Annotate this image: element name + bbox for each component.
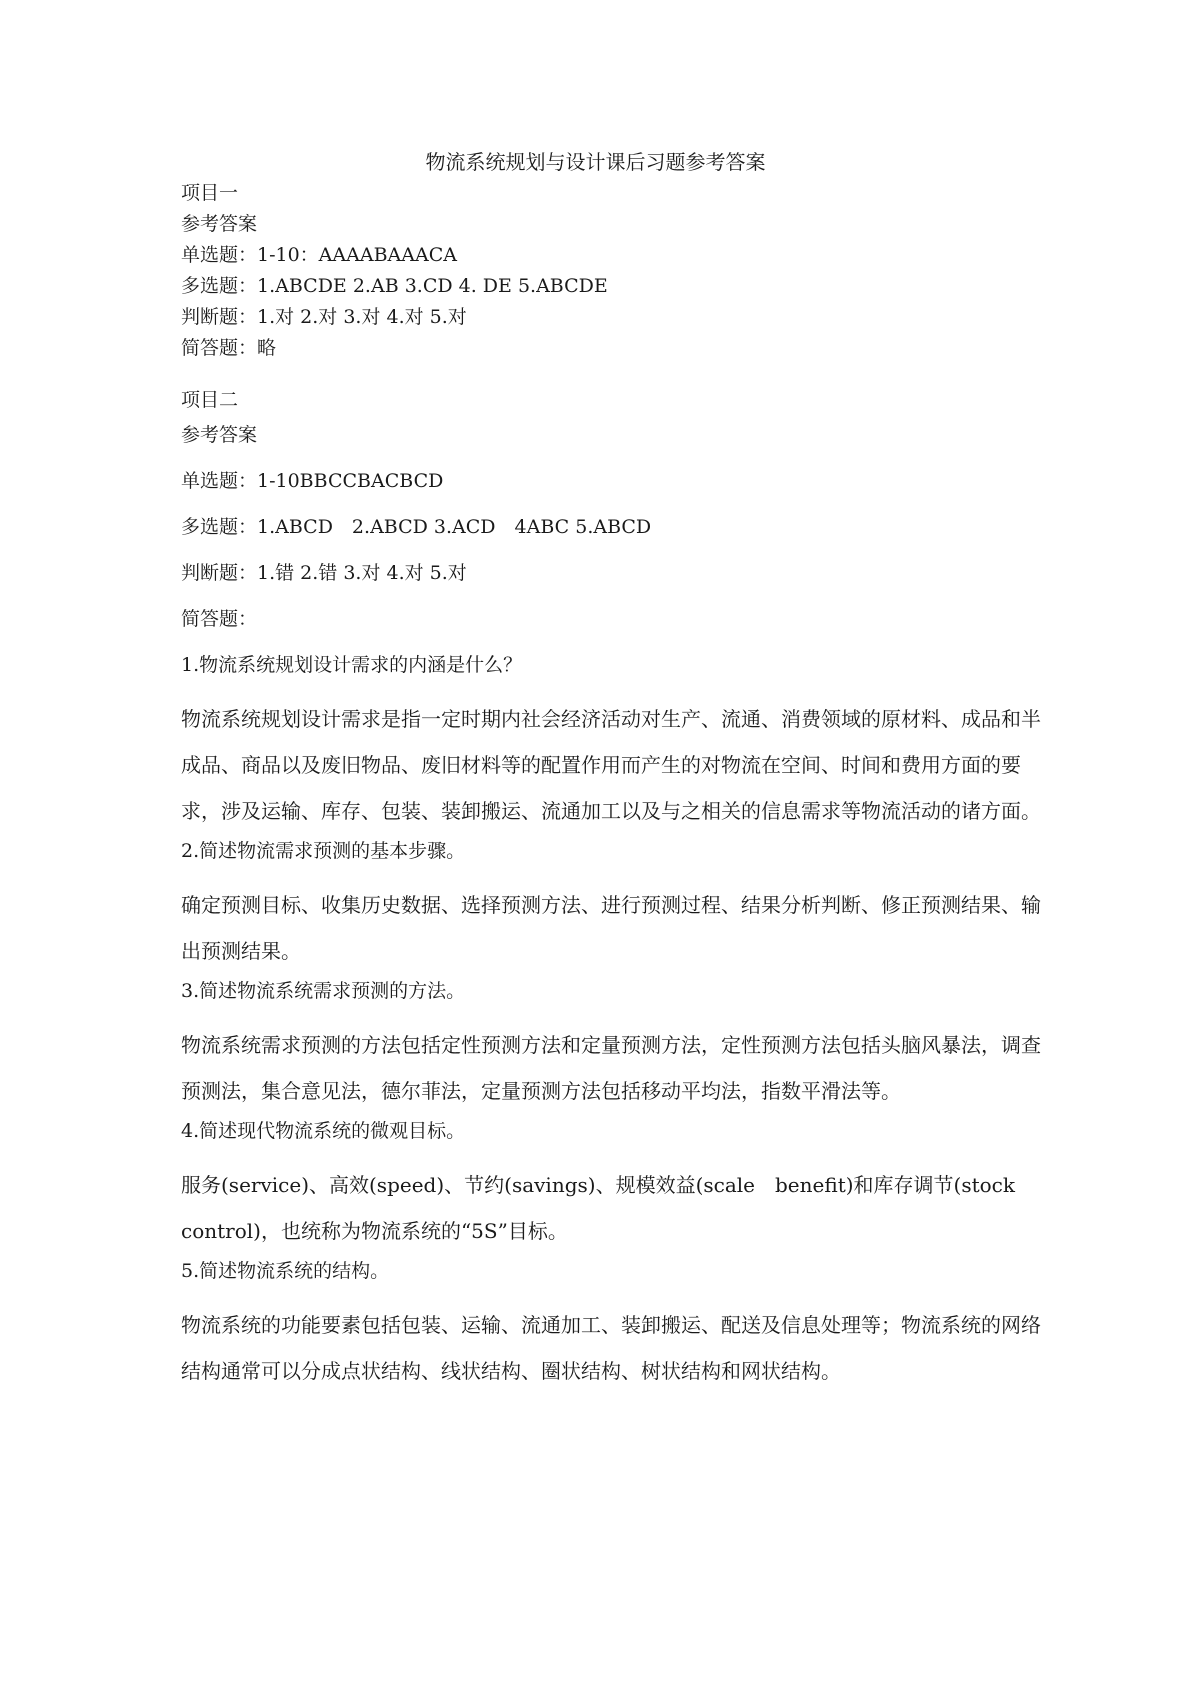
document-title: 物流系统规划与设计课后习题参考答案 bbox=[425, 150, 766, 174]
project-two-multi-choice: 多选题：1.ABCD 2.ABCD 3.ACD 4ABC 5.ABCD bbox=[181, 516, 652, 538]
question-1: 1.物流系统规划设计需求的内涵是什么？ bbox=[181, 654, 523, 676]
answer-3: 物流系统需求预测的方法包括定性预测方法和定量预测方法，定性预测方法包括头脑风暴法，调查预测法，集合意见法，德尔菲法，定量预测方法包括移动平均法，指数平滑法等。 bbox=[181, 1033, 1041, 1103]
project-two-subheading: 参考答案 bbox=[181, 424, 258, 446]
project-one-section bbox=[181, 178, 1041, 364]
project-one-single-choice: 单选题：1-10：AAAABAAACA bbox=[181, 244, 457, 266]
question-2: 2.简述物流需求预测的基本步骤。 bbox=[181, 840, 466, 862]
answer-2: 确定预测目标、收集历史数据、选择预测方法、进行预测过程、结果分析判断、修正预测结果、输出预测结果。 bbox=[181, 893, 1041, 963]
answer-5: 物流系统的功能要素包括包装、运输、流通加工、装卸搬运、配送及信息处理等；物流系统的网络结构通常可以分成点状结构、线状结构、圈状结构、树状结构和网状结构。 bbox=[181, 1313, 1041, 1383]
question-3: 3.简述物流系统需求预测的方法。 bbox=[181, 980, 466, 1002]
project-two-true-false: 判断题：1.错 2.错 3.对 4.对 5.对 bbox=[181, 562, 467, 584]
answer-4: 服务(service)、高效(speed)、节约(savings)、规模效益(scale benefit)和库存调节(stock control)，也统称为物流系统的“5S”目标。 bbox=[181, 1173, 1036, 1243]
answer-1: 物流系统规划设计需求是指一定时期内社会经济活动对生产、流通、消费领域的原材料、成品和半成品、商品以及废旧物品、废旧材料等的配置作用而产生的对物流在空间、时间和费用方面的要求，涉及运输、库存、包装、装卸搬运、流通加工以及与之相关的信息需求等物流活动的诸方面。 bbox=[181, 707, 1041, 823]
question-5: 5.简述物流系统的结构。 bbox=[181, 1260, 390, 1282]
document-body bbox=[181, 178, 1041, 1396]
project-two-heading: 项目二 bbox=[181, 389, 239, 411]
project-one-multi-choice: 多选题：1.ABCDE 2.AB 3.CD 4. DE 5.ABCDE bbox=[181, 275, 608, 297]
project-one-true-false: 判断题：1.对 2.对 3.对 4.对 5.对 bbox=[181, 306, 467, 328]
project-one-subheading: 参考答案 bbox=[181, 213, 258, 235]
question-4: 4.简述现代物流系统的微观目标。 bbox=[181, 1120, 466, 1142]
project-one-heading: 项目一 bbox=[181, 182, 239, 204]
project-two-section bbox=[181, 385, 1041, 1394]
project-one-short-answer: 简答题：略 bbox=[181, 337, 277, 359]
project-two-single-choice: 单选题：1-10BBCCBACBCD bbox=[181, 470, 444, 492]
project-two-short-answer: 简答题： bbox=[181, 608, 258, 630]
